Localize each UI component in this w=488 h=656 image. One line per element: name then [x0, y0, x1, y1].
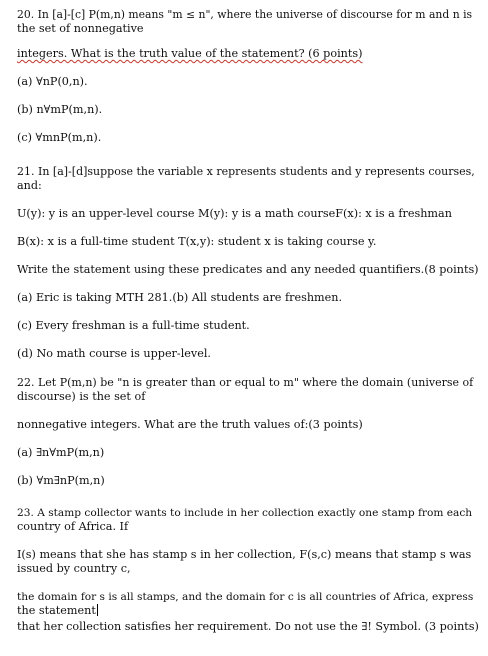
q21-instruction: Write the statement using these predicates and any needed quantifiers.(8 points) — [17, 263, 479, 276]
q21-part-d: (d) No math course is upper-level. — [17, 347, 211, 360]
q22-line-1: 22. Let P(m,n) be "n is greater than or equal to m" where the domain (universe of — [17, 376, 474, 389]
q20-part-c: (c) ∀mnP(m,n). — [17, 131, 102, 144]
q23-line-6-text: the statement — [17, 604, 96, 617]
q22-line-2: discourse) is the set of — [17, 390, 146, 403]
q23-line-4: issued by country c, — [17, 562, 131, 575]
q23-line-1: 23. A stamp collector wants to include in her collection exactly one stamp from each — [17, 507, 473, 519]
q20-line-1: 20. In [a]-[c] P(m,n) means "m ≤ n", where the universe of discourse for m and n is — [17, 8, 473, 21]
q22-part-b: (b) ∀m∃nP(m,n) — [17, 474, 105, 487]
q21-part-c: (c) Every freshman is a full-time student. — [17, 319, 250, 332]
q21-part-a-b: (a) Eric is taking MTH 281.(b) All students are freshmen. — [17, 291, 343, 304]
q20-line-3: integers. What is the truth value of the statement? (6 points) — [17, 47, 363, 60]
q21-line-2: and: — [17, 179, 42, 192]
q23-line-7: that her collection satisfies her requirement. Do not use the ∃! Symbol. (3 points) — [17, 620, 479, 633]
q20-line-2: the set of nonnegative — [17, 22, 144, 35]
q21-line-1: 21. In [a]-[d]suppose the variable x represents students and y represents courses, — [17, 165, 475, 178]
q23-line-6[interactable] — [17, 604, 479, 618]
q22-line-3: nonnegative integers. What are the truth values of:(3 points) — [17, 418, 363, 431]
text-cursor — [97, 604, 98, 616]
q21-predicates-1: U(y): y is an upper-level course M(y): y is a math courseF(x): x is a freshman — [17, 207, 452, 220]
q23-line-3: I(s) means that she has stamp s in her collection, F(s,c) means that stamp s was — [17, 548, 472, 561]
q23-line-5: the domain for s is all stamps, and the domain for c is all countries of Africa, express — [17, 591, 474, 603]
q20-part-a: (a) ∀nP(0,n). — [17, 75, 88, 88]
q22-part-a: (a) ∃n∀mP(m,n) — [17, 446, 105, 459]
q21-predicates-2: B(x): x is a full-time student T(x,y): student x is taking course y. — [17, 235, 377, 248]
q20-part-b: (b) n∀mP(m,n). — [17, 103, 103, 116]
q23-line-2: country of Africa. If — [17, 520, 129, 533]
